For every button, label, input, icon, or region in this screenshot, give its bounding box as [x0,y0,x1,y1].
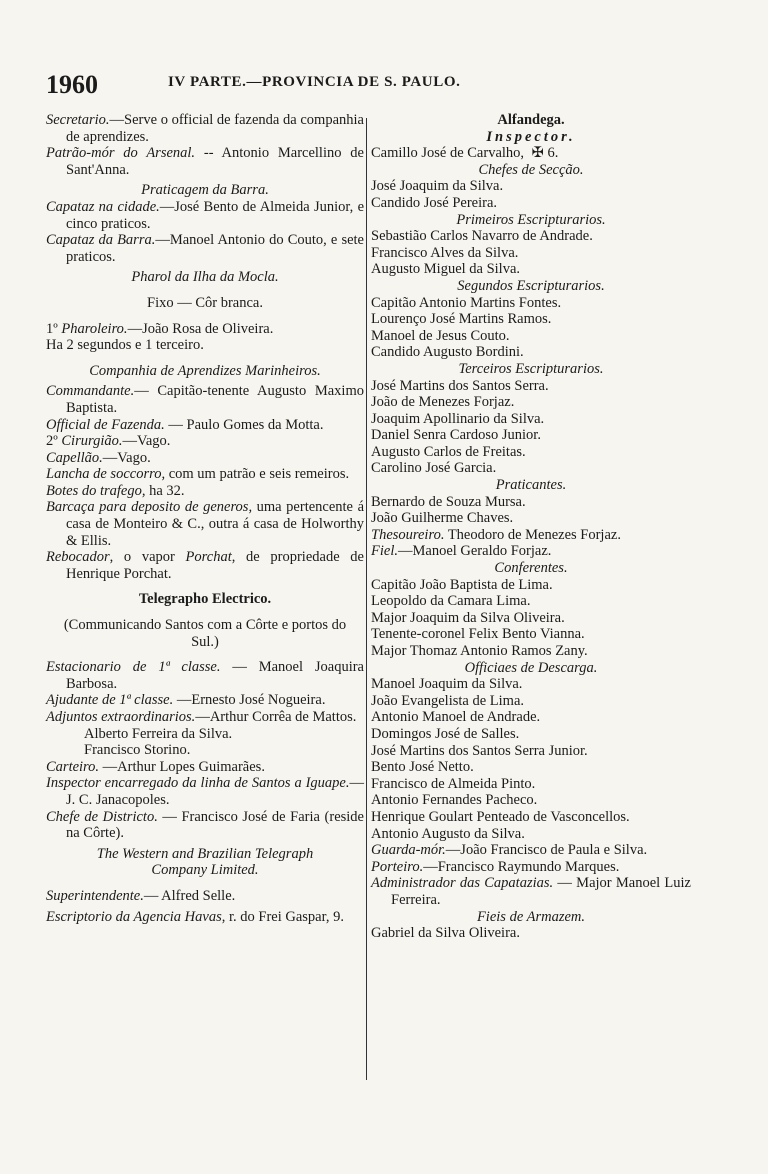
list-item: Candido José Pereira. [371,194,498,211]
heading-fieis: Fieis de Armazem. [476,908,586,925]
entry-num: 1º [46,320,58,337]
list-primeiros [371,228,691,278]
entry-label: Estacionario de 1ª classe. [46,659,221,676]
heading-praticantes: Praticantes. [495,477,567,494]
entry-cirurgiao [46,433,364,450]
list-item: Manoel de Jesus Couto. [371,327,510,344]
entry-ajudante [46,692,364,709]
entry-label: Administrador das Capatazias. [371,875,554,892]
entry-official-fazenda [46,417,364,434]
page-number: 1960 [46,70,98,99]
entry-label: Secretario. [46,112,110,128]
list-item: José Martins dos Santos Serra. [371,377,549,394]
entry-label: Capataz da Barra. [46,232,156,249]
entry-text: —Ernesto José Nogueira. [173,692,326,709]
entry-capellao [46,450,364,467]
entry-text: —J. C. Janacopoles. [66,775,364,808]
entry-barcaca [46,499,364,549]
entry-administrador [371,875,691,908]
list-item: Carolino José Garcia. [371,460,497,477]
entry-label: Fiel. [371,543,398,560]
entry-label: Barcaça para deposito de generos, [46,499,253,516]
entry-carteiro [46,759,364,776]
entry-text: — Alfred Selle. [143,887,236,904]
entry-botes [46,483,364,500]
entry-text: , r. do Frei Gaspar, 9. [221,908,344,925]
heading-companhia: Companhia de Aprendizes Marinheiros. [89,362,321,379]
inspector-name-line [371,145,691,162]
entry-text: ha 32. [145,482,185,499]
entry-text: — Major Manoel Luiz Ferreira. [391,875,691,908]
list-item: João Evangelista de Lima. [371,692,525,709]
list-terceiros [371,378,691,478]
list-item: Antonio Fernandes Pacheco. [371,792,538,809]
pharol-fixo: Fixo — Côr branca. [147,294,263,311]
entry-text: — Capitão-tenente Augusto Maximo Baptista. [66,383,364,416]
entry-text: , de propriedade de Henrique Porchat. [66,549,364,582]
left-column [46,112,364,925]
entry-label: Carteiro. [46,758,100,775]
entry-label: Thesoureiro. [371,526,445,543]
entry-label: Porteiro. [371,858,424,875]
entry-label-porchat: Porchat [185,549,232,566]
entry-label: Escriptorio da Agencia Havas [46,908,222,925]
list-item: Henrique Goulart Penteado de Vasconcellos. [371,808,630,825]
telegrapho-communicando: (Communicando Santos com a Côrte e portos do Sul.) [63,617,347,650]
page-header [46,70,726,99]
list-item: Gabriel da Silva Oliveira. [371,925,520,942]
list-item: Domingos José de Salles. [371,725,520,742]
entry-label: Rebocador [46,549,110,566]
list-item: José Martins dos Santos Serra Junior. [371,742,588,759]
entry-label: Official de Fazenda. [46,416,165,433]
list-item: Antonio Manoel de Andrade. [371,709,541,726]
list-item: João Guilherme Chaves. [371,510,514,527]
entry-secretario [46,112,364,145]
entry-label: Pharoleiro. [61,320,128,337]
right-column [371,112,691,942]
heading-pharol: Pharol da Ilha da Mocla. [131,269,279,286]
entry-label: Capellão. [46,449,103,466]
entry-inspector-linha [46,775,364,808]
entry-num: 2º [46,433,58,450]
entry-text: —Arthur Lopes Guimarães. [99,758,265,775]
running-head: IV PARTE.—PROVINCIA DE S. PAULO. [168,74,461,90]
list-item: José Joaquim da Silva. [371,178,504,195]
list-item: Francisco Alves da Silva. [371,244,519,261]
heading-praticagem: Praticagem da Barra. [141,182,269,199]
list-fieis [371,925,691,942]
list-item: Major Joaquim da Silva Oliveira. [371,609,565,626]
list-item: Augusto Carlos de Freitas. [371,443,526,460]
list-item: Bernardo de Souza Mursa. [371,493,526,510]
entry-fiel [371,543,691,560]
entry-text: com um patrão e seis remeiros. [165,466,350,483]
list-item: Augusto Miguel da Silva. [371,261,521,278]
entry-capataz-barra [46,232,364,265]
entry-commandante [46,383,364,416]
entry-label: Superintendente. [46,887,144,904]
entry-label: Lancha de soccorro, [46,466,166,483]
adjunto-storino: Francisco Storino. [84,742,191,759]
entry-label: Cirurgião. [61,433,123,450]
heading-alfandega: Alfandega. [497,112,565,128]
entry-label: Ajudante de 1ª classe. [46,692,174,709]
heading-segundos: Segundos Escripturarios. [457,277,605,294]
entry-text: —João Rosa de Oliveira. [127,320,274,337]
entry-label: Commandante. [46,383,135,400]
entry-text: —Manoel Geraldo Forjaz. [397,543,552,560]
list-item: Tenente-coronel Felix Bento Vianna. [371,626,585,643]
list-item: Sebastião Carlos Navarro de Andrade. [371,228,593,245]
list-item: Candido Augusto Bordini. [371,344,524,361]
list-item: Joaquim Apollinario da Silva. [371,410,545,427]
entry-text: —Arthur Corrêa de Mattos. [195,709,357,725]
column-rule [366,118,367,1080]
list-item: Capitão João Baptista de Lima. [371,576,553,593]
list-item: Manoel Joaquim da Silva. [371,676,523,693]
entry-text: — Manoel Joaquira Barbosa. [66,659,364,692]
entry-guarda-mor [371,842,691,859]
list-segundos [371,295,691,361]
adjunto-alberto: Alberto Ferreira da Silva. [84,725,233,742]
heading-terceiros: Terceiros Escripturarios. [458,360,604,377]
entry-text: —Manoel Antonio do Couto, e sete praticos. [66,232,364,265]
entry-ha-segundos: Ha 2 segundos e 1 terceiro. [46,337,204,354]
list-item: Capitão Antonio Martins Fontes. [371,294,562,311]
heading-primeiros: Primeiros Escripturarios. [456,211,606,228]
entry-label: Botes do trafego, [46,482,146,499]
list-item: Major Thomaz Antonio Ramos Zany. [371,643,588,659]
heading-officiaes: Officiaes de Descarga. [464,659,598,676]
list-chefes [371,178,691,211]
entry-text: —João Francisco de Paula e Silva. [445,842,648,859]
list-item: Leopoldo da Camara Lima. [371,593,531,610]
entry-label: Chefe de Districto. [46,808,158,825]
entry-patrao-mor [46,145,364,178]
heading-chefes: Chefes de Secção. [478,161,584,178]
entry-label: Adjuntos extraordinarios. [46,709,196,725]
entry-adjuntos [46,709,364,726]
inspector-name: Camillo José de Carvalho, [371,145,528,162]
entry-text: —Francisco Raymundo Marques. [423,858,620,875]
entry-text: —Vago. [102,449,151,466]
list-item: Francisco de Almeida Pinto. [371,775,536,792]
list-officiaes [371,676,691,842]
entry-capataz-cidade [46,199,364,232]
order-cross-icon: ✠ [531,145,544,162]
entry-text: — Francisco José de Faria (reside na Côrte). [66,808,364,842]
entry-text: uma pertencente á casa de Monteiro & C., outra á casa de Holworthy & Ellis. [66,499,365,549]
entry-label: Inspector encarregado da linha de Santos a Iguape. [46,775,350,792]
inspector-suffix: 6. [547,145,559,162]
entry-text: — Paulo Gomes da Motta. [164,416,324,433]
entry-porteiro [371,859,691,876]
entry-text: , o vapor [109,549,186,566]
list-praticantes [371,494,691,527]
entry-text: —José Bento de Almeida Junior, e cinco praticos. [66,198,365,232]
entry-text: -- Antonio Marcellino de Sant'Anna. [66,145,364,178]
entry-rebocador [46,549,364,582]
heading-western: The Western and Brazilian Telegraph Company Limited. [96,845,314,879]
entry-thesoureiro [371,527,691,544]
list-item: Bento José Netto. [371,759,474,776]
entry-label: Patrão-mór do Arsenal. [46,145,196,162]
entry-pharoleiro [46,321,364,338]
entry-lancha [46,466,364,483]
entry-label: Guarda-mór. [371,842,446,859]
list-item: João de Menezes Forjaz. [371,394,515,411]
entry-estacionario [46,659,364,692]
heading-inspector: Inspector. [486,128,576,145]
list-conferentes [371,577,691,660]
entry-text: Theodoro de Menezes Forjaz. [444,526,621,543]
entry-superintendente [46,888,364,905]
entry-chefe-districto [46,809,364,842]
heading-telegrapho: Telegrapho Electrico. [138,591,272,608]
entry-escriptorio [46,909,364,926]
heading-conferentes: Conferentes. [494,560,568,577]
list-item: Lourenço José Martins Ramos. [371,311,552,328]
entry-label: Capataz na cidade. [46,198,160,215]
list-item: Antonio Augusto da Silva. [371,825,525,842]
list-item: Daniel Senra Cardoso Junior. [371,427,541,444]
entry-text: —Serve o official de fazenda da companhia de aprendizes. [66,112,364,145]
entry-text: —Vago. [122,433,171,450]
